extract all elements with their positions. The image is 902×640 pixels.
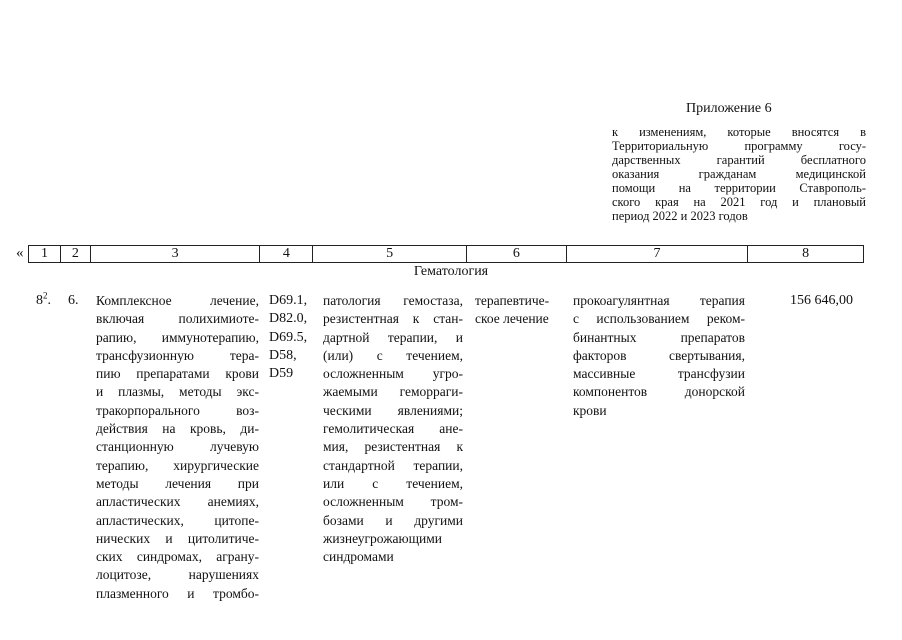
treatment-line: апластических анемиях,	[96, 494, 259, 510]
code-line: D69.1,	[269, 293, 308, 308]
diagnosis-line: стандартной терапии,	[323, 457, 463, 473]
treatment-line: тракорпорального воз-	[96, 402, 259, 418]
treatment-line: рапию, иммунотерапию,	[96, 329, 259, 345]
diagnosis-line: мия, резистентная к	[323, 439, 463, 455]
treatment-line: нических и цитолитиче-	[96, 530, 259, 546]
treatment-type-cell	[475, 292, 549, 329]
header-cell-7: 7	[567, 246, 749, 262]
diagnosis-line: или с течением,	[323, 475, 463, 491]
diagnosis-line: осложненным тром-	[323, 494, 463, 510]
diagnosis-line: синдромами	[323, 549, 394, 565]
diagnosis-line: резистентная к стан-	[323, 311, 463, 327]
row-subnumber	[68, 292, 79, 310]
type-line: ское лечение	[475, 311, 549, 327]
treatment-line: апластических, цитопе-	[96, 512, 259, 528]
method-line: факторов свертывания,	[573, 347, 745, 363]
row-num-main: 8	[36, 293, 43, 308]
cost-value: 156 646,00	[790, 293, 853, 308]
diagnosis-cell	[323, 292, 463, 566]
treatment-line: и плазмы, методы экс-	[96, 384, 259, 400]
appendix-title: Приложение 6	[686, 101, 772, 116]
header-cell-8: 8	[802, 246, 810, 261]
diagnosis-line: дартной терапии, и	[323, 329, 463, 345]
code-line: D82.0,	[269, 311, 308, 327]
row-num-sup: 2	[43, 290, 48, 301]
method-line: прокоагулянтная терапия	[573, 293, 745, 308]
diagnosis-line: гемолитическая ане-	[323, 421, 463, 437]
subtitle-line: дарственных гарантий бесплатного	[612, 153, 866, 167]
method-line: бинантных препаратов	[573, 329, 745, 345]
appendix-subtitle	[612, 125, 866, 223]
subtitle-line: ского края на 2021 год и плановый	[612, 195, 866, 209]
treatment-line: трансфузионную тера-	[96, 347, 259, 363]
type-line: терапевтиче-	[475, 293, 550, 308]
subtitle-line: период 2022 и 2023 годов	[612, 209, 748, 223]
treatment-line: плазменного и тромбо-	[96, 585, 259, 601]
diagnosis-line: жизнеугрожающими	[323, 530, 443, 546]
header-cell-2: 2	[61, 246, 91, 262]
code-line: D58,	[269, 347, 297, 363]
subtitle-line: помощи на территории Ставрополь-	[612, 181, 866, 195]
header-cell-4: 4	[260, 246, 313, 262]
subtitle-line: оказания гражданам медицинской	[612, 167, 866, 181]
diagnosis-line: патология гемостаза,	[323, 293, 463, 308]
treatment-cell	[96, 292, 259, 603]
open-quote: «	[16, 245, 24, 261]
cost-cell	[790, 292, 853, 310]
section-title: Гематология	[413, 264, 489, 279]
code-line: D59	[269, 366, 294, 382]
code-line: D69.5,	[269, 329, 308, 345]
treatment-line: действия на кровь, ди-	[96, 421, 259, 437]
treatment-line: Комплексное лечение,	[96, 293, 259, 308]
subtitle-line: к изменениям, которые вносятся в	[612, 125, 866, 139]
method-line: массивные трансфузии	[573, 366, 745, 382]
row-number	[36, 292, 51, 310]
diagnosis-line: осложненным угро-	[323, 366, 463, 382]
treatment-line: лоцитозе, нарушениях	[96, 567, 259, 583]
header-cell-1: 1	[29, 246, 61, 262]
method-line: крови	[573, 402, 607, 418]
header-cell-3: 3	[91, 246, 261, 262]
header-cell-5: 5	[313, 246, 467, 262]
treatment-line: терапию, хирургические	[96, 457, 259, 473]
row-num-suffix: .	[47, 293, 51, 308]
diagnosis-line: бозами и другими	[323, 512, 463, 528]
subtitle-line: Территориальную программу госу-	[612, 139, 866, 153]
method-line: с использованием реком-	[573, 311, 745, 327]
diagnosis-line: (или) с течением,	[323, 347, 463, 363]
diagnosis-line: жаемыми геморраги-	[323, 384, 463, 400]
codes-cell	[269, 292, 307, 383]
header-cell-6: 6	[467, 246, 567, 262]
treatment-line: ских синдромах, аграну-	[96, 549, 259, 565]
table-header-row	[28, 245, 864, 263]
method-cell	[573, 292, 745, 420]
treatment-line: пию препаратами крови	[96, 366, 259, 382]
row-sub-text: 6.	[68, 293, 79, 308]
treatment-line: станционную лучевую	[96, 439, 259, 455]
treatment-line: методы лечения при	[96, 475, 259, 491]
method-line: компонентов донорской	[573, 384, 745, 400]
treatment-line: включая полихимиоте-	[96, 311, 259, 327]
diagnosis-line: ческими явлениями;	[323, 402, 463, 418]
